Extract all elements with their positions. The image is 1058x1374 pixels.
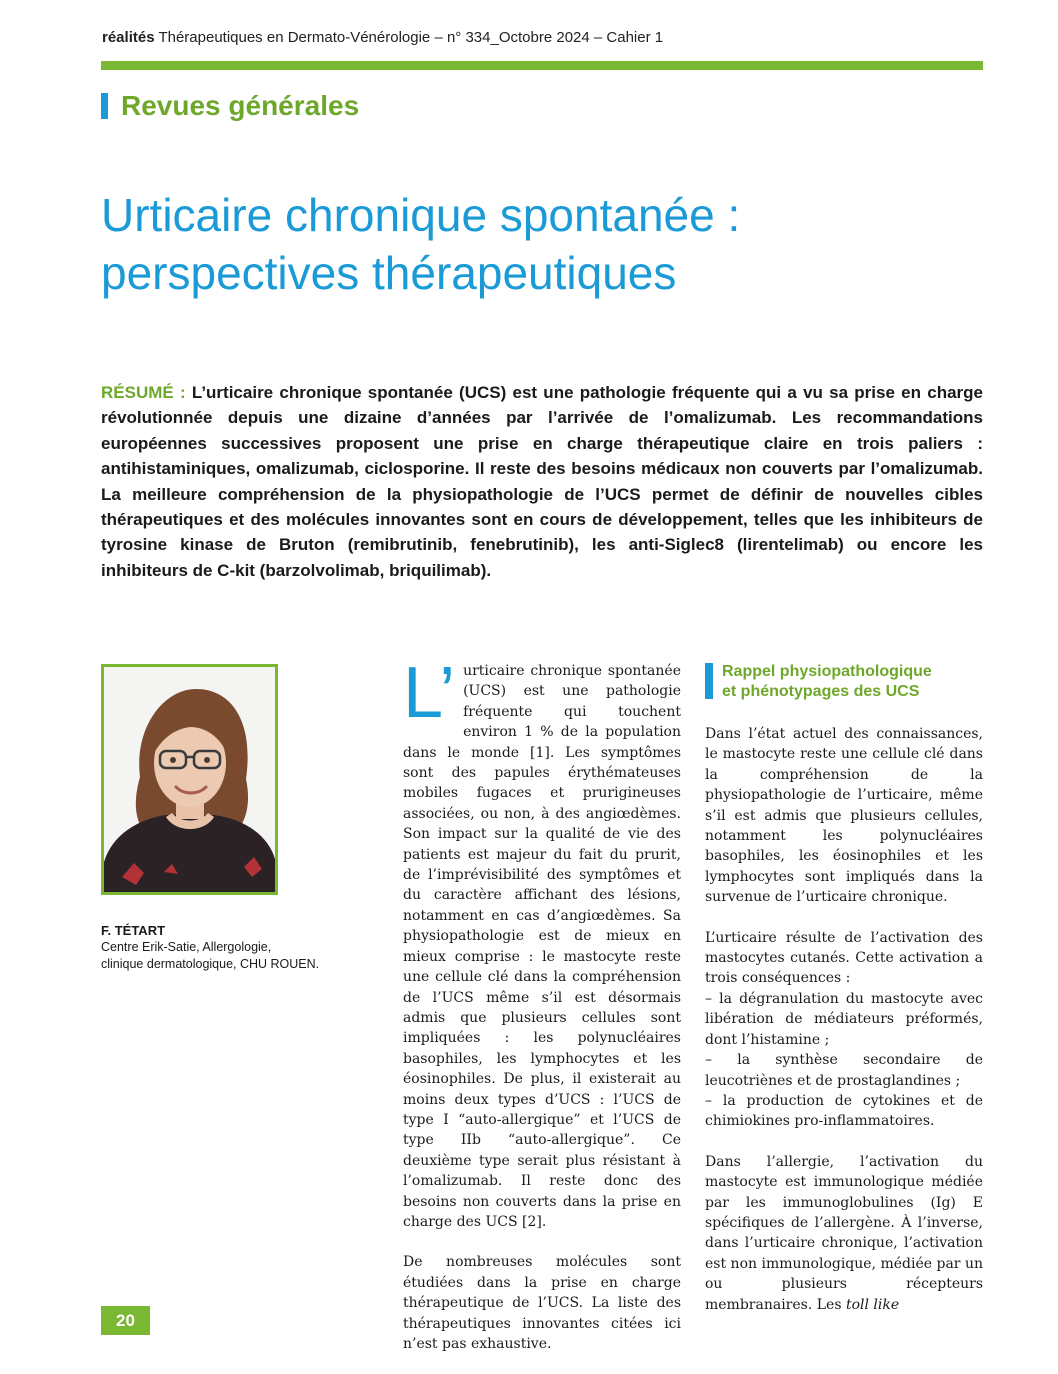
header-rule	[101, 61, 983, 70]
text-column-2	[705, 724, 983, 1335]
subsection-heading-line-1: Rappel physiopathologique	[722, 663, 932, 680]
column1-paragraph-1-text: urticaire chronique spontanée (UCS) est une pathologie fréquente qui touchent environ 1 % de la population dans le monde [1]. Les symptômes sont des papules érythémateuses mobiles fugaces et prurigineuses associées, ou non, à des angiœdèmes. Son impact sur la qualité de vie des patients est majeur du fait du prurit, de l’imprévisibilité des symptômes et du caractère affichant des lésions, notamment en cas d’angiœdèmes. Sa physiopathologie est de mieux en mieux comprise : le mastocyte reste une cellule clé dans la compréhension de l’UCS même s’il est désormais admis que plusieurs cellules sont impliquées : les polynucléaires basophiles, les lymphocytes et les éosinophiles. De plus, il existerait au moins deux types d’UCS : l’UCS de type I “auto-allergique” et l’UCS de type IIb “auto-allergique”. Ce deuxième type serait plus résistant à l’omalizumab. Il reste donc des besoins non couverts dans la prise en charge des UCS [2].	[403, 663, 681, 1230]
author-affiliation-line-1: Centre Erik-Satie, Allergologie,	[101, 940, 272, 954]
journal-brand: réalités	[102, 29, 155, 46]
author-affiliation-line-2: clinique dermatologique, CHU ROUEN.	[101, 957, 320, 971]
subsection-heading-text	[722, 662, 932, 702]
column2-paragraph-1: Dans l’état actuel des connaissances, le mastocyte reste une cellule clé dans la compréhension de la physiopathologie de l’urticaire, même s’il est admis que plusieurs cellules, notamment les polynucléaires basophiles, les éosinophiles et les lymphocytes sont impliqués dans la survenue de l’urticaire chronique.	[705, 726, 983, 906]
page-number: 20	[101, 1306, 150, 1335]
article-title-line-2: perspectives thérapeutiques	[101, 247, 677, 299]
subsection-heading	[705, 662, 983, 702]
column2-list-item-3: – la production de cytokines et de chimiokines pro-inflammatoires.	[705, 1092, 983, 1130]
column2-paragraph-3-italic: toll like	[845, 1296, 900, 1313]
running-head	[102, 29, 663, 46]
abstract	[101, 380, 983, 583]
column1-paragraph-2: De nombreuses molécules sont étudiées dans la prise en charge thérapeutique de l’UCS. La liste des thérapeutiques innovantes citées ici n’est pas exhaustive.	[403, 1254, 681, 1352]
abstract-text: L’urticaire chronique spontanée (UCS) est une pathologie fréquente qui a vu sa prise en charge révolutionnée depuis une dizaine d’années par l’arrivée de l’omalizumab. Les recommandations européennes successives proposent une prise en charge thérapeutique claire en trois paliers : antihistaminiques, omalizumab, ciclosporine. Il reste des besoins médicaux non couverts par l’omalizumab. La meilleure compréhension de la physiopathologie de l’UCS permet de définir de nouvelles cibles thérapeutiques et des molécules innovantes sont en cours de développement, telles que les inhibiteurs de tyrosine kinase de Bruton (remibrutinib, fenebrutinib), les anti-Siglec8 (lirentelimab) ou encore les inhibiteurs de C-kit (barzolvolimab, briquilimab).	[101, 383, 983, 580]
journal-issue: Thérapeutiques en Dermato-Vénérologie – n° 334_Octobre 2024 – Cahier 1	[154, 29, 664, 46]
author-portrait-illustration	[104, 667, 275, 892]
column1-paragraph-1	[403, 653, 681, 1232]
column2-paragraph-3-text: Dans l’allergie, l’activation du mastocyte est immunologique médiée par les immunoglobulines (Ig) E spécifiques de l’allergène. À l’inverse, dans l’urticaire chronique, l’activation est non immunologique, médiée par un ou plusieurs récepteurs membranaires. Les	[705, 1153, 983, 1313]
column2-list-item-1: – la dégranulation du mastocyte avec libération de médiateurs préformés, dont l’histamine ;	[705, 990, 983, 1048]
author-photo	[101, 664, 278, 895]
column2-paragraph-2-intro: L’urticaire résulte de l’activation des mastocytes cutanés. Cette activation a trois conséquences :	[705, 929, 983, 987]
text-column-1	[403, 653, 681, 1374]
drop-cap: L’	[403, 653, 456, 733]
author-block	[101, 922, 331, 973]
subsection-marker	[705, 663, 713, 699]
column2-paragraph-3	[705, 1152, 983, 1315]
section-marker	[101, 93, 108, 119]
column2-list-item-2: – la synthèse secondaire de leucotriènes et de prostaglandines ;	[705, 1052, 983, 1089]
section-tag	[101, 90, 359, 122]
abstract-keyword: RÉSUMÉ :	[101, 383, 186, 402]
subsection-heading-line-2: et phénotypages des UCS	[722, 683, 920, 700]
column2-paragraph-2	[705, 928, 983, 1132]
section-label: Revues générales	[121, 90, 360, 121]
article-title-line-1: Urticaire chronique spontanée :	[101, 189, 741, 241]
author-name: F. TÉTART	[101, 923, 166, 938]
article-title	[101, 186, 981, 302]
